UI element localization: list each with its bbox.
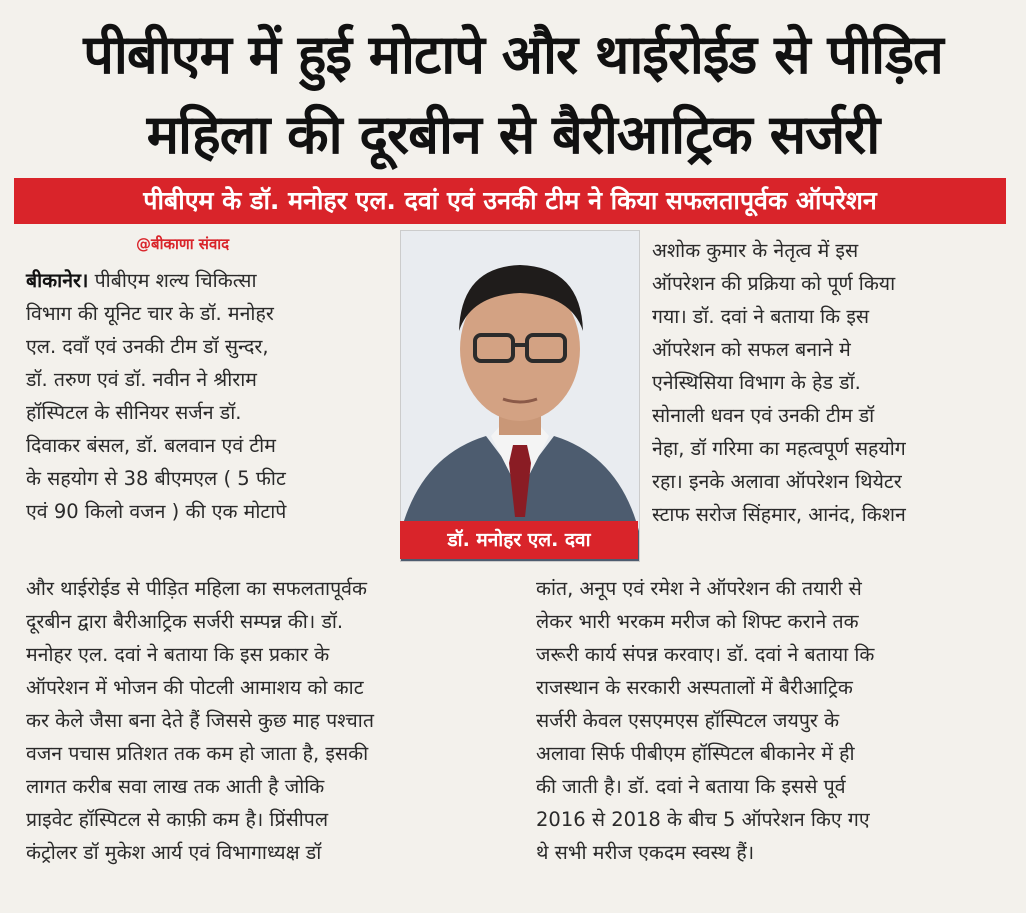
article-line: रहा। इनके अलावा ऑपरेशन थियेटर	[652, 470, 902, 493]
article-line: स्टाफ सरोज सिंहमार, आनंद, किशन	[652, 503, 906, 526]
article-line: लागत करीब सवा लाख तक आती है जोकि	[26, 775, 325, 798]
article-line: एवं 90 किलो वजन ) की एक मोटापे	[26, 500, 287, 523]
article-line: हॉस्पिटल के सीनियर सर्जन डॉ.	[26, 401, 242, 424]
article-line: बीकानेर। पीबीएम शल्य चिकित्सा	[26, 269, 257, 292]
subheadline-banner: पीबीएम के डॉ. मनोहर एल. दवां एवं उनकी टीम ने किया सफलतापूर्वक ऑपरेशन	[14, 178, 1006, 224]
article-line: जरूरी कार्य संपन्न करवाए। डॉ. दवां ने बताया कि	[536, 643, 875, 666]
article-line: मनोहर एल. दवां ने बताया कि इस प्रकार के	[26, 643, 330, 666]
article-line: ऑपरेशन में भोजन की पोटली आमाशय को काट	[26, 676, 364, 699]
photo-caption: डॉ. मनोहर एल. दवा	[400, 521, 638, 559]
article-line: डॉ. तरुण एवं डॉ. नवीन ने श्रीराम	[26, 368, 257, 391]
article-line: गया। डॉ. दवां ने बताया कि इस	[652, 305, 870, 328]
article-column-right-bottom	[536, 572, 1002, 869]
article-line: अशोक कुमार के नेतृत्व में इस	[652, 239, 859, 262]
article-line: 2016 से 2018 के बीच 5 ऑपरेशन किए गए	[536, 808, 870, 831]
article-line: कर केले जैसा बना देते हैं जिससे कुछ माह पश्चात	[26, 709, 374, 732]
article-line: और थाईरोईड से पीड़ित महिला का सफलतापूर्वक	[26, 577, 368, 600]
article-line: ऑपरेशन की प्रक्रिया को पूर्ण किया	[652, 272, 896, 295]
article-line: के सहयोग से 38 बीएमएल ( 5 फीट	[26, 467, 286, 490]
article-line: कंट्रोलर डॉ मुकेश आर्य एवं विभागाध्यक्ष डॉ	[26, 841, 322, 864]
headline-line-2: महिला की दूरबीन से बैरीआट्रिक सर्जरी	[146, 103, 880, 166]
article-line: अलावा सिर्फ पीबीएम हॉस्पिटल बीकानेर में ही	[536, 742, 855, 765]
article-column-right-top	[652, 234, 1002, 531]
article-line: कांत, अनूप एवं रमेश ने ऑपरेशन की तयारी से	[536, 577, 862, 600]
article-column-left-bottom	[26, 572, 506, 869]
byline: @बीकाणा संवाद	[136, 235, 230, 253]
article-line: वजन पचास प्रतिशत तक कम हो जाता है, इसकी	[26, 742, 369, 765]
dateline: बीकानेर।	[26, 269, 89, 292]
article-line: थे सभी मरीज एकदम स्वस्थ हैं।	[536, 841, 755, 864]
article-line: सर्जरी केवल एसएमएस हॉस्पिटल जयपुर के	[536, 709, 840, 732]
article-line: राजस्थान के सरकारी अस्पतालों में बैरीआट्रिक	[536, 676, 853, 699]
article-line: सोनाली धवन एवं उनकी टीम डॉ	[652, 404, 875, 427]
article-column-left-top	[26, 264, 396, 528]
article-line: लेकर भारी भरकम मरीज को शिफ्ट कराने तक	[536, 610, 859, 633]
headline-line-1: पीबीएम में हुई मोटापे और थाईरोईड से पीड़ित	[83, 23, 943, 86]
article-line: एल. दवाँ एवं उनकी टीम डॉ सुन्दर,	[26, 335, 269, 358]
article-line: ऑपरेशन को सफल बनाने मे	[652, 338, 851, 361]
article-line: एनेस्थिसिया विभाग के हेड डॉ.	[652, 371, 861, 394]
doctor-portrait-photo	[400, 230, 640, 562]
article-line: नेहा, डॉ गरिमा का महत्वपूर्ण सहयोग	[652, 437, 906, 460]
article-line: दिवाकर बंसल, डॉ. बलवान एवं टीम	[26, 434, 276, 457]
article-line: विभाग की यूनिट चार के डॉ. मनोहर	[26, 302, 274, 325]
article-line: दूरबीन द्वारा बैरीआट्रिक सर्जरी सम्पन्न की। डॉ.	[26, 610, 344, 633]
article-line: प्राइवेट हॉस्पिटल से काफ़ी कम है। प्रिंसीपल	[26, 808, 329, 831]
article-line: की जाती है। डॉ. दवां ने बताया कि इससे पूर्व	[536, 775, 846, 798]
portrait-illustration	[401, 231, 639, 561]
